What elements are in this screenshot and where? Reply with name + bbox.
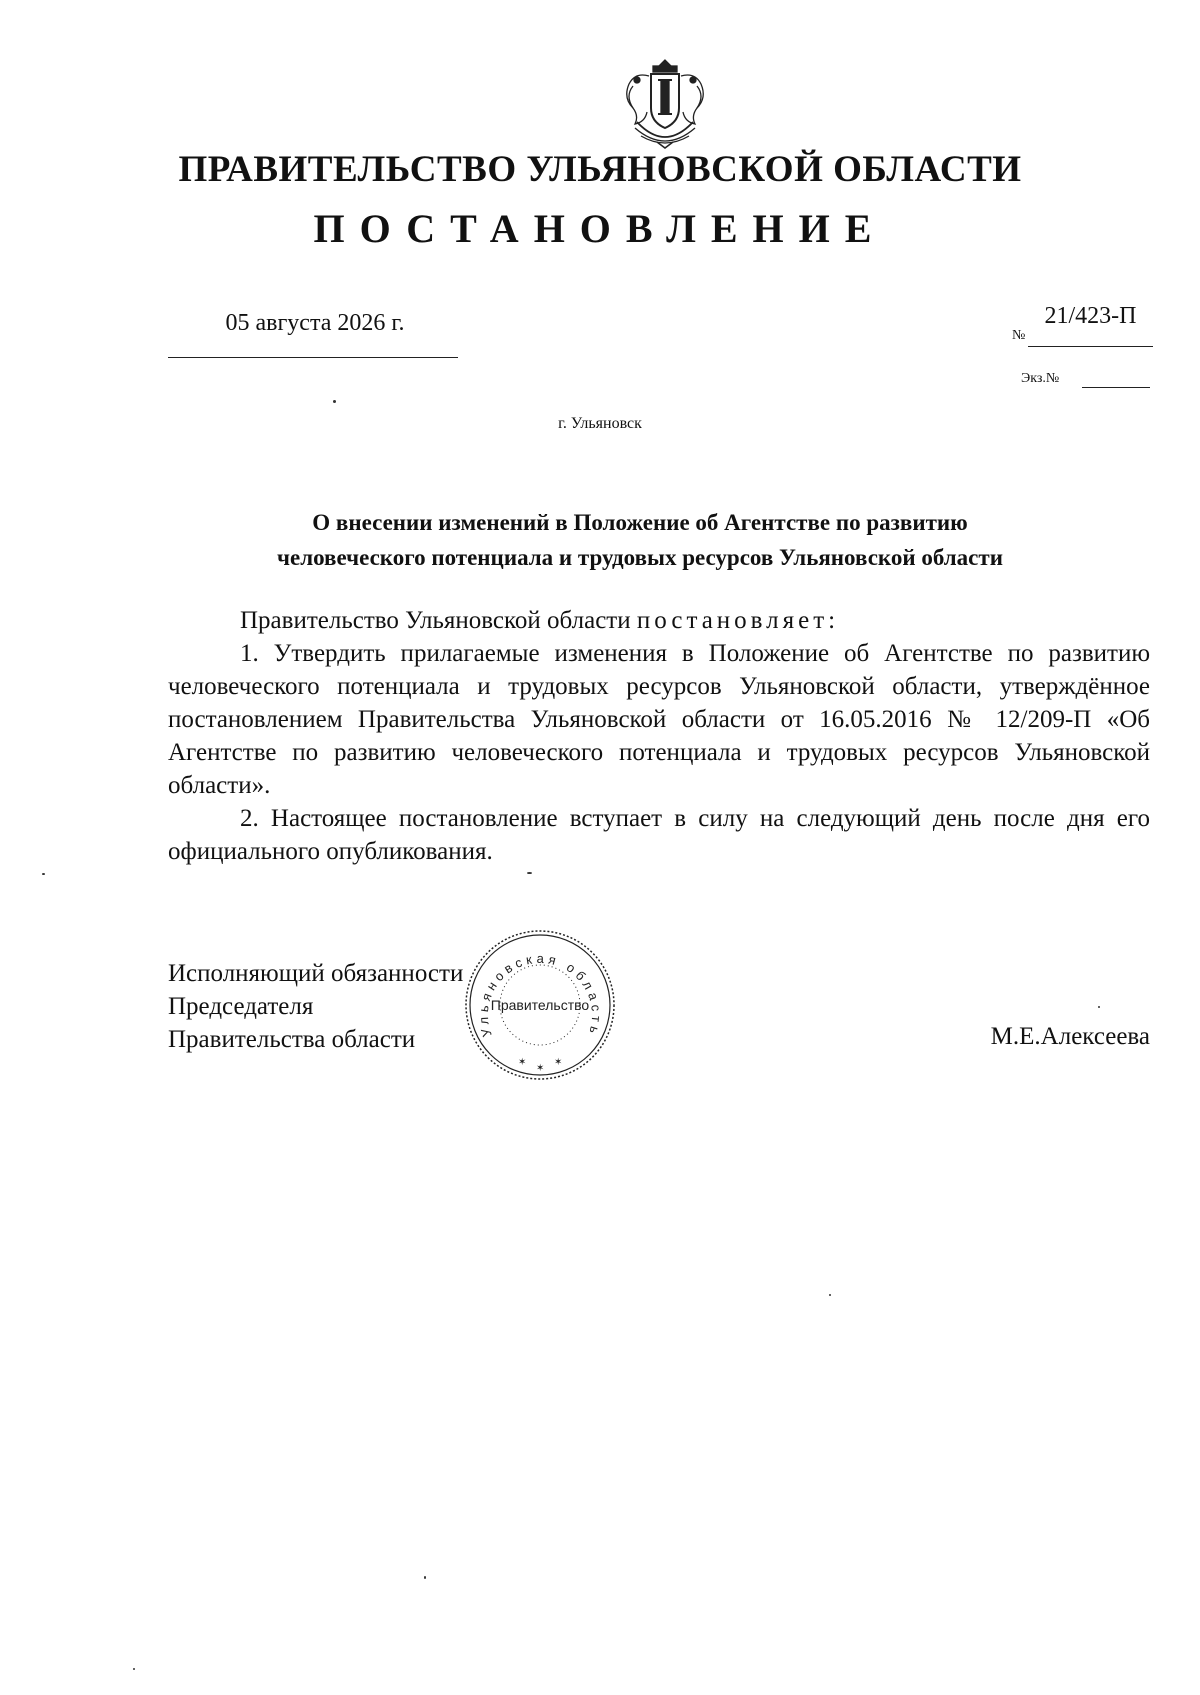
- copy-number-label: Экз.№: [1021, 371, 1060, 386]
- position-line-3: Правительства области: [168, 1026, 416, 1053]
- date-underline: [168, 357, 458, 358]
- document-subject: [180, 505, 1100, 575]
- preamble-suffix: :: [828, 607, 836, 634]
- number-label: №: [1012, 328, 1026, 343]
- scan-speck: [527, 872, 532, 874]
- preamble-prefix: Правительство Ульяновской области: [240, 607, 637, 634]
- scan-speck: [133, 1668, 135, 1670]
- svg-text:✶: ✶: [536, 1063, 545, 1074]
- signature-position: [168, 957, 463, 1056]
- number-underline: [1028, 346, 1153, 347]
- official-seal-icon: [460, 925, 620, 1085]
- subject-line-2: человеческого потенциала и трудовых ресурсов Ульяновской области: [277, 545, 1003, 570]
- coat-of-arms-icon: [615, 56, 715, 154]
- item-1: 1. Утвердить прилагаемые изменения в Положение об Агентстве по развитию человеческого потенциала и трудовых ресурсов Ульяновской области, утверждённое постановлением Правительства Ульяновской области от 16.05.2016 № 12/209-П «Об Агентстве по развитию человеческого потенциала и трудовых ресурсов Ульяновской области».: [168, 640, 1150, 799]
- scan-speck: [424, 1576, 426, 1579]
- scan-speck: [333, 400, 336, 403]
- item-2: 2. Настоящее постановление вступает в силу на следующий день после дня его официального опубликования.: [168, 805, 1150, 865]
- document-body: [168, 604, 1150, 868]
- city: г. Ульяновск: [558, 415, 642, 432]
- copy-number-underline: [1082, 387, 1150, 388]
- svg-text:Ульяновская область: [476, 951, 604, 1040]
- seal-center-text: Правительство: [490, 997, 590, 1013]
- position-line-2: Председателя: [168, 993, 314, 1020]
- document-date: 05 августа 2026 г.: [225, 310, 405, 336]
- scan-speck: [1098, 1006, 1100, 1008]
- subject-line-1: О внесении изменений в Положение об Агентстве по развитию: [312, 510, 968, 535]
- position-line-1: Исполняющий обязанности: [168, 960, 464, 987]
- document-type: ПОСТАНОВЛЕНИЕ: [313, 206, 887, 251]
- document-number: 21/423-П: [1044, 303, 1137, 329]
- svg-text:✶: ✶: [554, 1057, 563, 1068]
- seal-ring-text: Ульяновская область: [475, 950, 605, 1040]
- preamble: [168, 604, 1150, 637]
- svg-text:✶: ✶: [518, 1057, 527, 1068]
- government-title: ПРАВИТЕЛЬСТВО УЛЬЯНОВСКОЙ ОБЛАСТИ: [178, 149, 1022, 190]
- scan-speck: [42, 873, 45, 875]
- scan-speck: [829, 1294, 831, 1296]
- preamble-verb: постановляет: [636, 607, 829, 634]
- signer-name: М.Е.Алексеева: [990, 1023, 1150, 1050]
